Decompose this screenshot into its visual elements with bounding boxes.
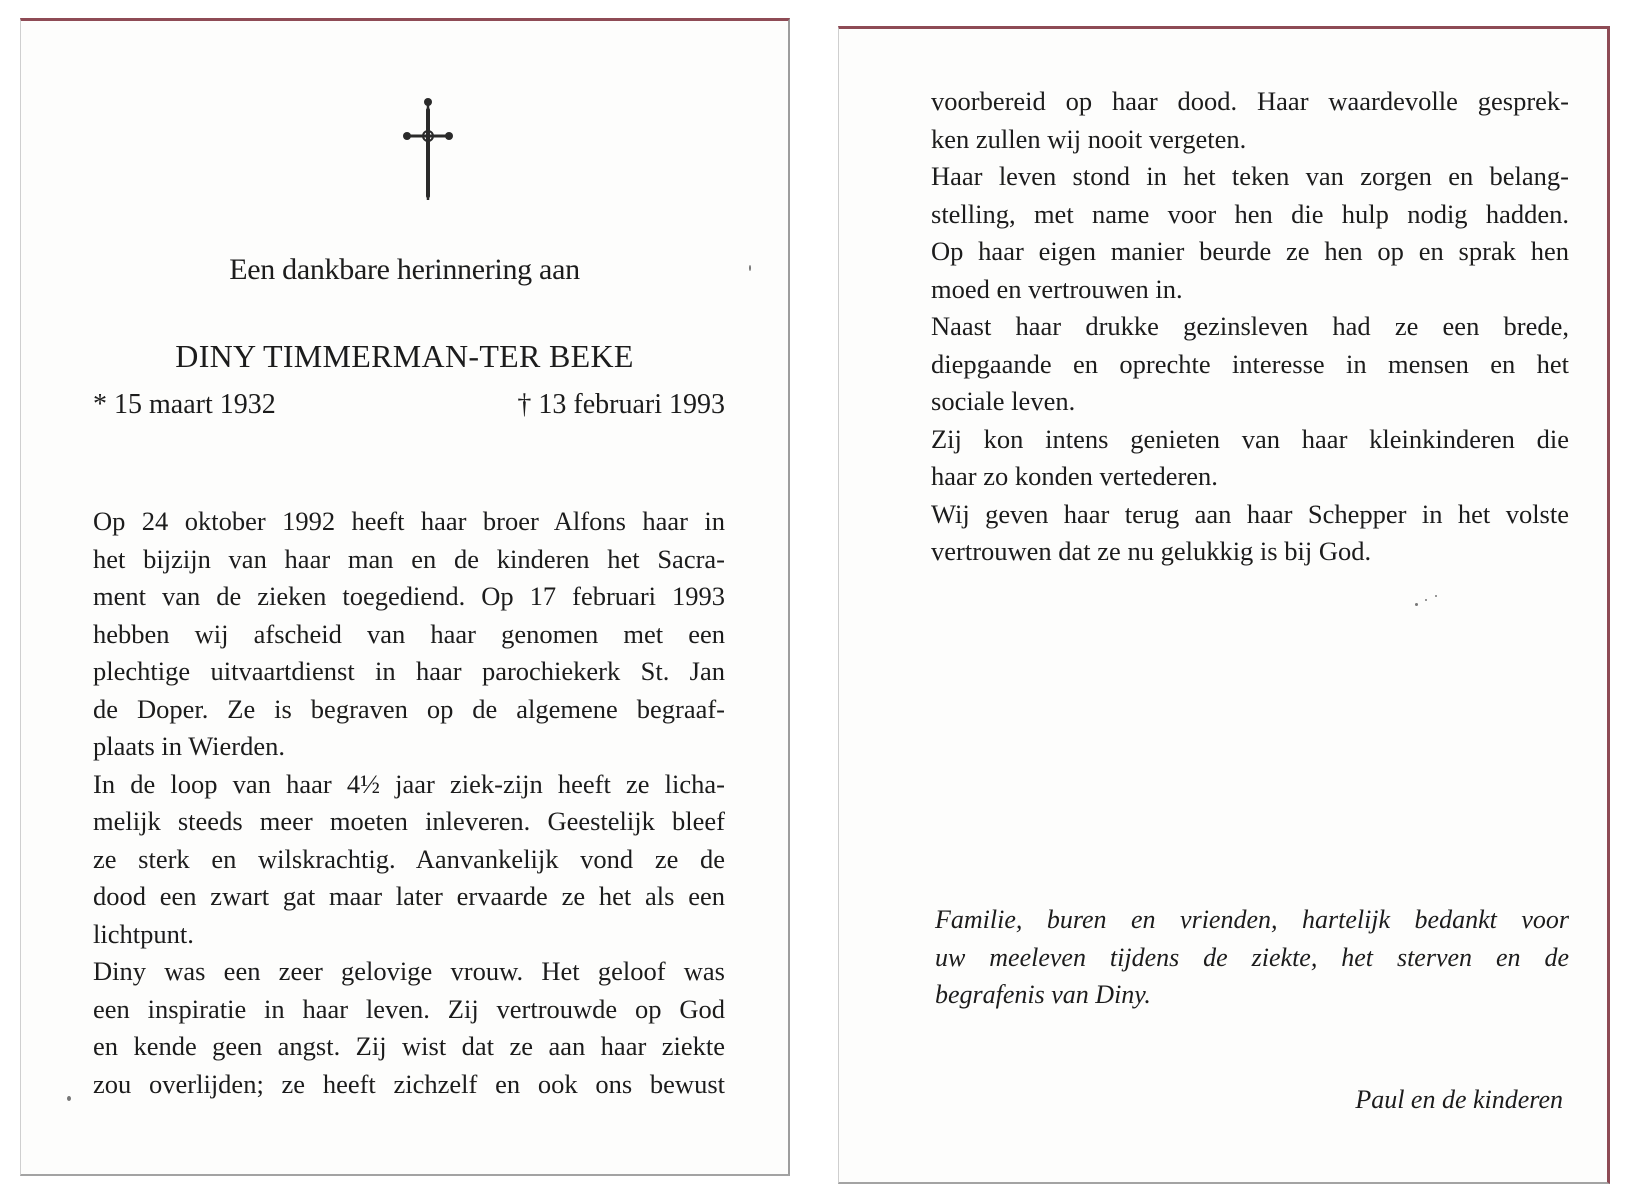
text-line: voorbereid op haar dood. Haar waardevolle gesprek- — [931, 86, 1569, 116]
deceased-name: DINY TIMMERMAN-TER BEKE — [175, 338, 634, 374]
text-line: Diny was een zeer gelovige vrouw. Het geloof was — [93, 956, 725, 986]
text-line: lichtpunt. — [93, 918, 194, 949]
text-line: vertrouwen dat ze nu gelukkig is bij God. — [931, 536, 1372, 566]
memorial-card-back — [838, 26, 1610, 1184]
text-line: een inspiratie in haar leven. Zij vertrouwde op God — [93, 993, 725, 1024]
text-line: moed en vertrouwen in. — [931, 273, 1183, 304]
text-line: zou overlijden; ze heeft zichzelf en ook ons bewust — [93, 1068, 725, 1099]
text-line: Haar leven stond in het teken van zorgen en belang- — [931, 161, 1569, 191]
text-line: hebben wij afscheid van haar genomen met een — [93, 618, 725, 649]
scan-speck — [749, 265, 751, 271]
biography-continued-text — [931, 83, 1569, 571]
scan-speck — [1425, 599, 1427, 601]
text-line: stelling, met name voor hen die hulp nodig hadden. — [931, 198, 1569, 229]
birth-date: * 15 maart 1932 — [93, 389, 276, 420]
thanks-line: begrafenis van Diny. — [935, 980, 1151, 1009]
thanks-line: uw meeleven tijdens de ziekte, het sterven en de — [935, 942, 1569, 972]
scan-speck — [67, 1096, 71, 1101]
text-line: ken zullen wij nooit vergeten. — [931, 123, 1247, 154]
text-line: Wij geven haar terug aan haar Schepper in het volste — [931, 498, 1569, 529]
intro-line: Een dankbare herinnering aan — [229, 253, 580, 286]
thanks-line: Familie, buren en vrienden, hartelijk bedankt voor — [935, 905, 1569, 934]
text-line: sociale leven. — [931, 386, 1076, 416]
text-line: In de loop van haar 4½ jaar ziek-zijn heeft ze licha- — [93, 768, 725, 799]
scan-speck — [1435, 595, 1437, 597]
text-line: het bijzijn van haar man en de kinderen het Sacra- — [93, 543, 725, 574]
text-line: haar zo konden vertederen. — [931, 461, 1218, 491]
text-line: ment van de zieken toegediend. Op 17 februari 1993 — [93, 581, 725, 611]
cross-icon — [403, 96, 453, 206]
text-line: ze sterk en wilskrachtig. Aanvankelijk vond ze de — [93, 843, 725, 874]
text-line: plechtige uitvaartdienst in haar parochiekerk St. Jan — [93, 656, 725, 686]
text-line: de Doper. Ze is begraven op de algemene begraaf- — [93, 693, 725, 724]
text-line: Op haar eigen manier beurde ze hen op en sprak hen — [931, 236, 1569, 266]
text-line: Op 24 oktober 1992 heeft haar broer Alfons haar in — [93, 506, 725, 536]
text-line: plaats in Wierden. — [93, 731, 285, 761]
scan-speck — [1415, 603, 1418, 606]
text-line: Naast haar drukke gezinsleven had ze een brede, — [931, 311, 1569, 341]
text-line: melijk steeds meer moeten inleveren. Geestelijk bleef — [93, 806, 725, 836]
memorial-card-front — [20, 18, 790, 1176]
signature: Paul en de kinderen — [1355, 1085, 1563, 1114]
death-date: † 13 februari 1993 — [517, 389, 725, 420]
text-line: dood een zwart gat maar later ervaarde ze het als een — [93, 881, 725, 911]
thank-you-note — [935, 901, 1569, 1014]
biography-text — [93, 503, 725, 1103]
text-line: Zij kon intens genieten van haar kleinkinderen die — [931, 423, 1569, 454]
text-line: en kende geen angst. Zij wist dat ze aan haar ziekte — [93, 1031, 725, 1061]
text-line: diepgaande en oprechte interesse in mensen en het — [931, 348, 1569, 379]
